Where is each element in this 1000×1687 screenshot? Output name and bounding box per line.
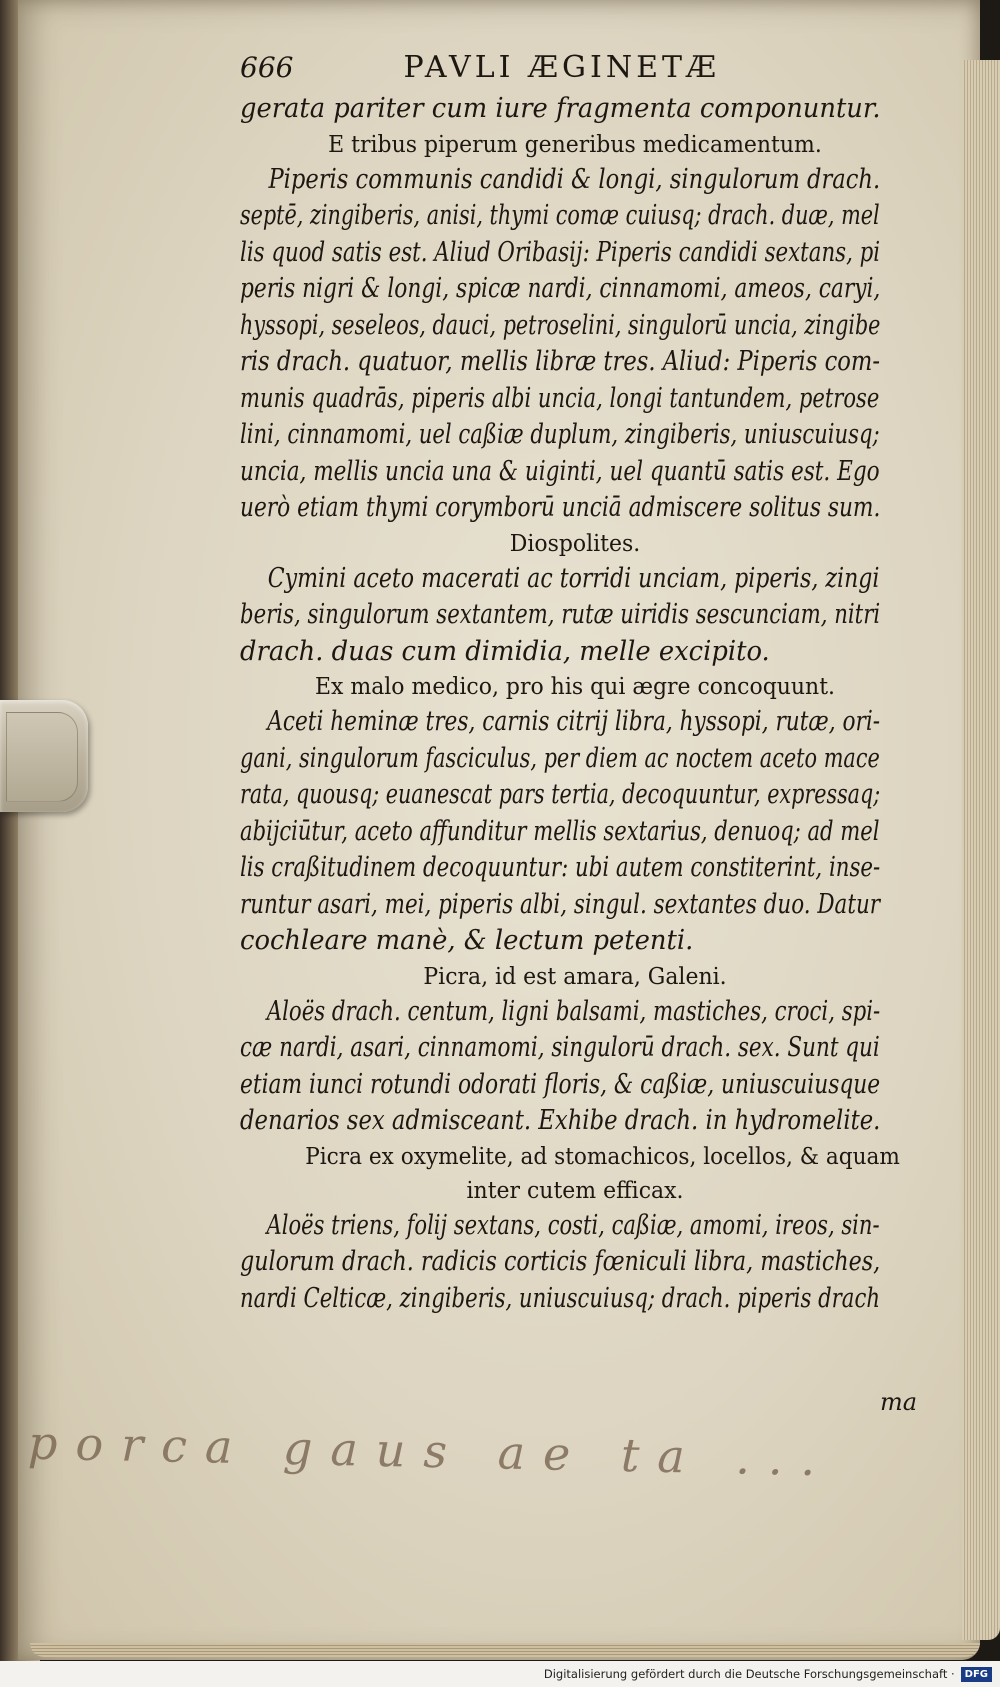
book-clasp: [0, 700, 88, 812]
section-heading: Picra, id est amara, Galeni.: [423, 963, 727, 990]
section-heading: E tribus piperum generibus medicamentum.: [328, 131, 822, 158]
paragraph-first-line: Aloës drach. centum, ligni balsami, mastiches, croci, spi-: [266, 995, 881, 1027]
catchword: ma: [880, 1388, 918, 1416]
text-line: gulorum drach. radicis corticis fœniculi libra, mastiches,: [240, 1246, 881, 1277]
handwritten-marginalia: porca gaus ae ta ...: [27, 1415, 834, 1487]
text-line: uncia, mellis uncia una & uiginti, uel quantū satis est. Ego: [240, 455, 880, 487]
text-line: beris, singulorum sextantem, rutæ uiridis sescunciam, nitri: [240, 599, 881, 630]
section-heading: Ex malo medico, pro his qui ægre concoquunt.: [314, 674, 836, 700]
running-head-title: PAVLI ÆGINETÆ: [403, 50, 721, 85]
text-line: lis quod satis est. Aliud Oribasij: Piperis candidi sextans, pi: [240, 236, 881, 268]
text-line: gani, singulorum fasciculus, per diem ac noctem aceto mace: [240, 742, 880, 774]
text-line: lini, cinnamomi, uel caßiæ duplum, zingiberis, uniuscuiusq;: [240, 419, 880, 450]
footer-credit: Digitalisierung gefördert durch die Deutsche Forschungsgemeinschaft ·: [543, 1667, 955, 1681]
text-line: nardi Celticæ, zingiberis, uniuscuiusq; drach. piperis drach: [240, 1282, 880, 1314]
text-line: denarios sex admisceant. Exhibe drach. in hydromelite.: [240, 1105, 881, 1136]
paragraph-first-line: Cymini aceto macerati ac torridi unciam, piperis, zingi: [267, 562, 880, 594]
text-line: gerata pariter cum iure fragmenta componuntur.: [240, 93, 881, 124]
text-line: hyssopi, seseleos, dauci, petroselini, singulorū uncia, zingibe: [240, 309, 881, 341]
text-line: cochleare manè, & lectum petenti.: [240, 925, 694, 956]
text-line: cæ nardi, asari, cinnamomi, singulorū drach. sex. Sunt qui: [240, 1032, 880, 1063]
paragraph-first-line: Aceti heminæ tres, carnis citrij libra, hyssopi, rutæ, ori-: [267, 706, 881, 737]
dfg-logo: DFG: [961, 1667, 992, 1682]
page-edges-bottom: [30, 1643, 980, 1657]
text-line: peris nigri & longi, spicæ nardi, cinnamomi, ameos, caryi,: [240, 273, 881, 304]
paragraph-first-line: Aloës triens, folij sextans, costi, caßiæ, amomi, ireos, sin-: [266, 1209, 880, 1241]
text-line: munis quadrās, piperis albi uncia, longi tantundem, petrose: [240, 382, 880, 414]
text-line: septē, zingiberis, anisi, thymi comæ cuiusq; drach. duæ, mel: [240, 200, 880, 231]
section-heading: Diospolites.: [509, 530, 641, 557]
text-line: drach. duas cum dimidia, melle excipito.: [240, 635, 770, 667]
text-line: uerò etiam thymi corymborū unciā admiscere solitus sum.: [240, 492, 881, 523]
text-line: etiam iunci rotundi odorati floris, & caßiæ, uniuscuiusque: [240, 1068, 881, 1100]
footer-bar: [0, 1661, 1000, 1687]
running-head: [240, 50, 910, 85]
paragraph-first-line: Piperis communis candidi & longi, singulorum drach.: [268, 163, 881, 195]
section-heading: Picra ex oxymelite, ad stomachicos, locellos, & aquam: [305, 1143, 900, 1170]
page-text-block: [240, 50, 910, 1317]
text-line: ris drach. quatuor, mellis libræ tres. Aliud: Piperis com-: [240, 346, 880, 377]
text-line: rata, quousq; euanescat pars tertia, decoquuntur, expressaq;: [240, 779, 881, 810]
page-edges-right: [962, 60, 1000, 1640]
text-lines: [240, 91, 910, 1317]
text-line: lis craßitudinem decoquuntur: ubi autem constiterint, inse-: [240, 852, 881, 883]
book-clasp-inner: [6, 712, 78, 802]
text-line: runtur asari, mei, piperis albi, singul. sextantes duo. Datur: [240, 888, 881, 920]
page-number: 666: [240, 51, 294, 84]
text-line: abijciūtur, aceto affunditur mellis sextarius, denuoq; ad mel: [240, 815, 880, 847]
section-heading: inter cutem efficax.: [466, 1177, 684, 1204]
